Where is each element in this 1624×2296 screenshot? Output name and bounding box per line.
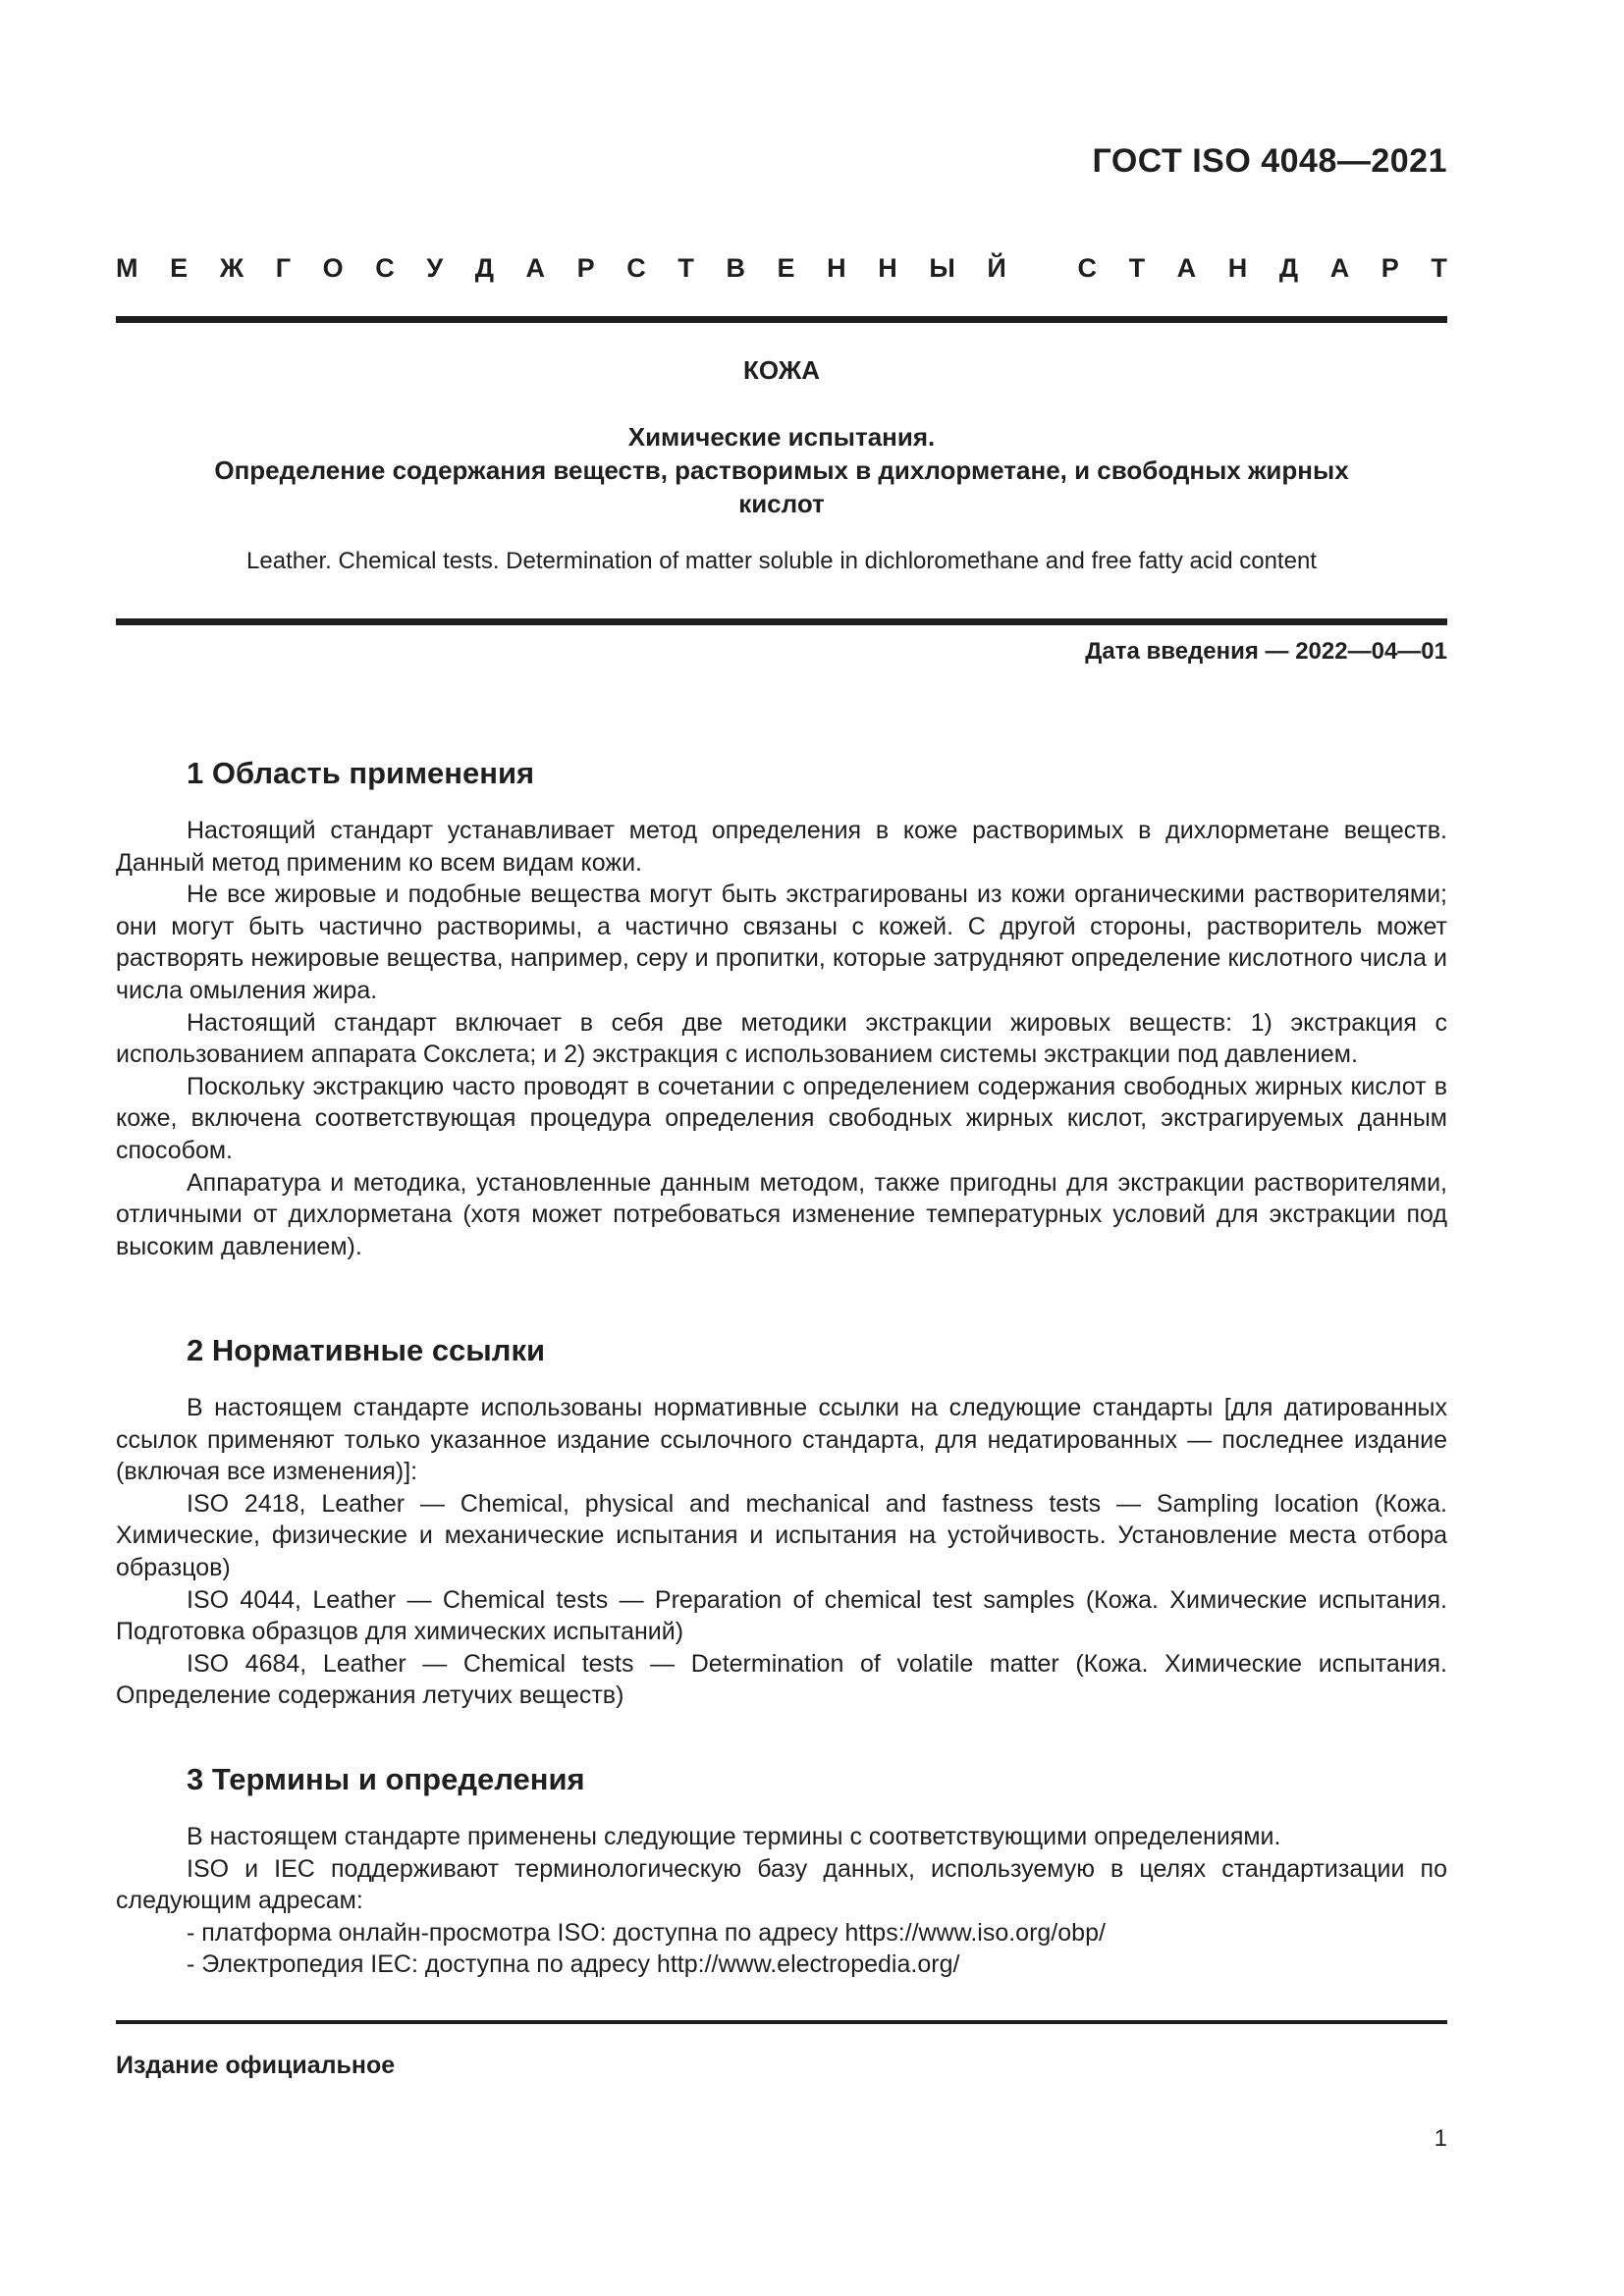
paragraph: ISO 4684, Leather — Chemical tests — Determination of volatile matter (Кожа. Химические испытания. Определение содержания летучих веществ) bbox=[116, 1649, 1447, 1710]
paragraph: ISO 4044, Leather — Chemical tests — Preparation of chemical test samples (Кожа. Химические испытания. Подготовка образцов для химических испытаний) bbox=[116, 1585, 1447, 1646]
banner-letter: Н bbox=[878, 253, 897, 283]
page-number: 1 bbox=[1434, 2125, 1447, 2152]
banner-letter: Т bbox=[1431, 253, 1447, 283]
paragraph: Аппаратура и методика, установленные данным методом, также пригодны для экстракции растворителями, отличными от дихлорметана (хотя может потребоваться изменение температурных условий для экстракции под высоким давлением). bbox=[116, 1168, 1447, 1260]
subtitle-line-2: Определение содержания веществ, растворимых в дихлорметане, и свободных жирных кислот bbox=[214, 455, 1349, 518]
banner-letter: А bbox=[525, 253, 546, 283]
banner-letter: Д bbox=[1278, 253, 1299, 283]
footer-divider bbox=[116, 2020, 1447, 2024]
banner-letter: У bbox=[426, 253, 444, 283]
official-edition-label: Издание официальное bbox=[116, 2052, 396, 2079]
interstate-standard-banner bbox=[116, 253, 1447, 284]
paragraph: ISO и IEC поддерживают терминологическую базу данных, используемую в целях стандартизации по следующим адресам: bbox=[116, 1854, 1447, 1915]
section-2-body bbox=[116, 1392, 1447, 1712]
introduction-date: Дата введения — 2022—04—01 bbox=[1085, 638, 1447, 665]
banner-letter: Р bbox=[576, 253, 595, 283]
paragraph: Настоящий стандарт устанавливает метод определения в коже растворимых в дихлорметане веществ. Данный метод применим ко всем видам кожи. bbox=[116, 817, 1447, 877]
paragraph: Поскольку экстракцию часто проводят в сочетании с определением содержания свободных жирных кислот в коже, включена соответствующая процедура определения свободных жирных кислот, экстрагируемых данным способом. bbox=[116, 1072, 1447, 1164]
banner-letter: А bbox=[1329, 253, 1350, 283]
list-item: - Электропедия IEC: доступна по адресу http://www.electropedia.org/ bbox=[187, 1950, 960, 1979]
banner-letter: С bbox=[375, 253, 395, 283]
subtitle-line-1: Химические испытания. bbox=[627, 422, 936, 452]
banner-letter: А bbox=[1176, 253, 1197, 283]
paragraph: В настоящем стандарте использованы нормативные ссылки на следующие стандарты [для датированных ссылок применяют только указанное издание ссылочного стандарта, для недатированных — последнее издание (включая все изменения)]: bbox=[116, 1394, 1447, 1486]
banner-letter: Н bbox=[827, 253, 846, 283]
banner-letter: С bbox=[626, 253, 646, 283]
banner-letter: В bbox=[726, 253, 745, 283]
document-subtitle bbox=[116, 420, 1447, 520]
banner-letter: Ж bbox=[219, 253, 244, 283]
english-title: Leather. Chemical tests. Determination of matter soluble in dichloromethane and free fatty acid content bbox=[246, 548, 1317, 574]
banner-letter: Н bbox=[1227, 253, 1248, 283]
banner-letter: О bbox=[322, 253, 344, 283]
paragraph: Не все жировые и подобные вещества могут быть экстрагированы из кожи органическими растворителями; они могут быть частично растворимы, а частично связаны с кожей. С другой стороны, растворитель может растворять нежировые вещества, например, серу и пропитки, которые затрудняют определение кислотного числа и числа омыления жира. bbox=[116, 881, 1447, 1004]
banner-letter: С bbox=[1077, 253, 1097, 283]
banner-letter: Ы bbox=[929, 253, 955, 283]
section-3-heading: 3 Термины и определения bbox=[187, 1762, 585, 1796]
banner-letter: Й bbox=[987, 253, 1006, 283]
paragraph: ISO 2418, Leather — Chemical, physical and mechanical and fastness tests — Sampling location (Кожа. Химические, физические и механические испытания и испытания на устойчивость. Установление места отбора образцов) bbox=[116, 1489, 1447, 1581]
top-divider bbox=[116, 316, 1447, 323]
banner-letter: Т bbox=[1128, 253, 1146, 283]
section-2-heading: 2 Нормативные ссылки bbox=[187, 1333, 546, 1367]
banner-letter bbox=[1038, 253, 1046, 284]
banner-letter: Е bbox=[777, 253, 795, 283]
banner-letter: М bbox=[116, 253, 138, 283]
section-1-body bbox=[116, 815, 1447, 1262]
banner-letter: Р bbox=[1380, 253, 1399, 283]
list-item: - платформа онлайн-просмотра ISO: доступна по адресу https://www.iso.org/obp/ bbox=[187, 1918, 1106, 1947]
section-1-heading: 1 Область применения bbox=[187, 756, 535, 790]
paragraph: Настоящий стандарт включает в себя две методики экстракции жировых веществ: 1) экстракция с использованием аппарата Сокслета; и 2) экстракция с использованием системы экстракции под давлением. bbox=[116, 1008, 1447, 1069]
paragraph: В настоящем стандарте применены следующие термины с соответствующими определениями. bbox=[187, 1823, 1281, 1850]
document-title: КОЖА bbox=[742, 355, 821, 385]
banner-letter: Т bbox=[677, 253, 694, 283]
standard-number: ГОСТ ISO 4048—2021 bbox=[1092, 142, 1447, 180]
banner-letter: Г bbox=[275, 253, 292, 283]
banner-letter: Д bbox=[474, 253, 494, 283]
title-divider bbox=[116, 618, 1447, 625]
section-3-body bbox=[116, 1821, 1447, 1981]
banner-letter: Е bbox=[170, 253, 189, 283]
